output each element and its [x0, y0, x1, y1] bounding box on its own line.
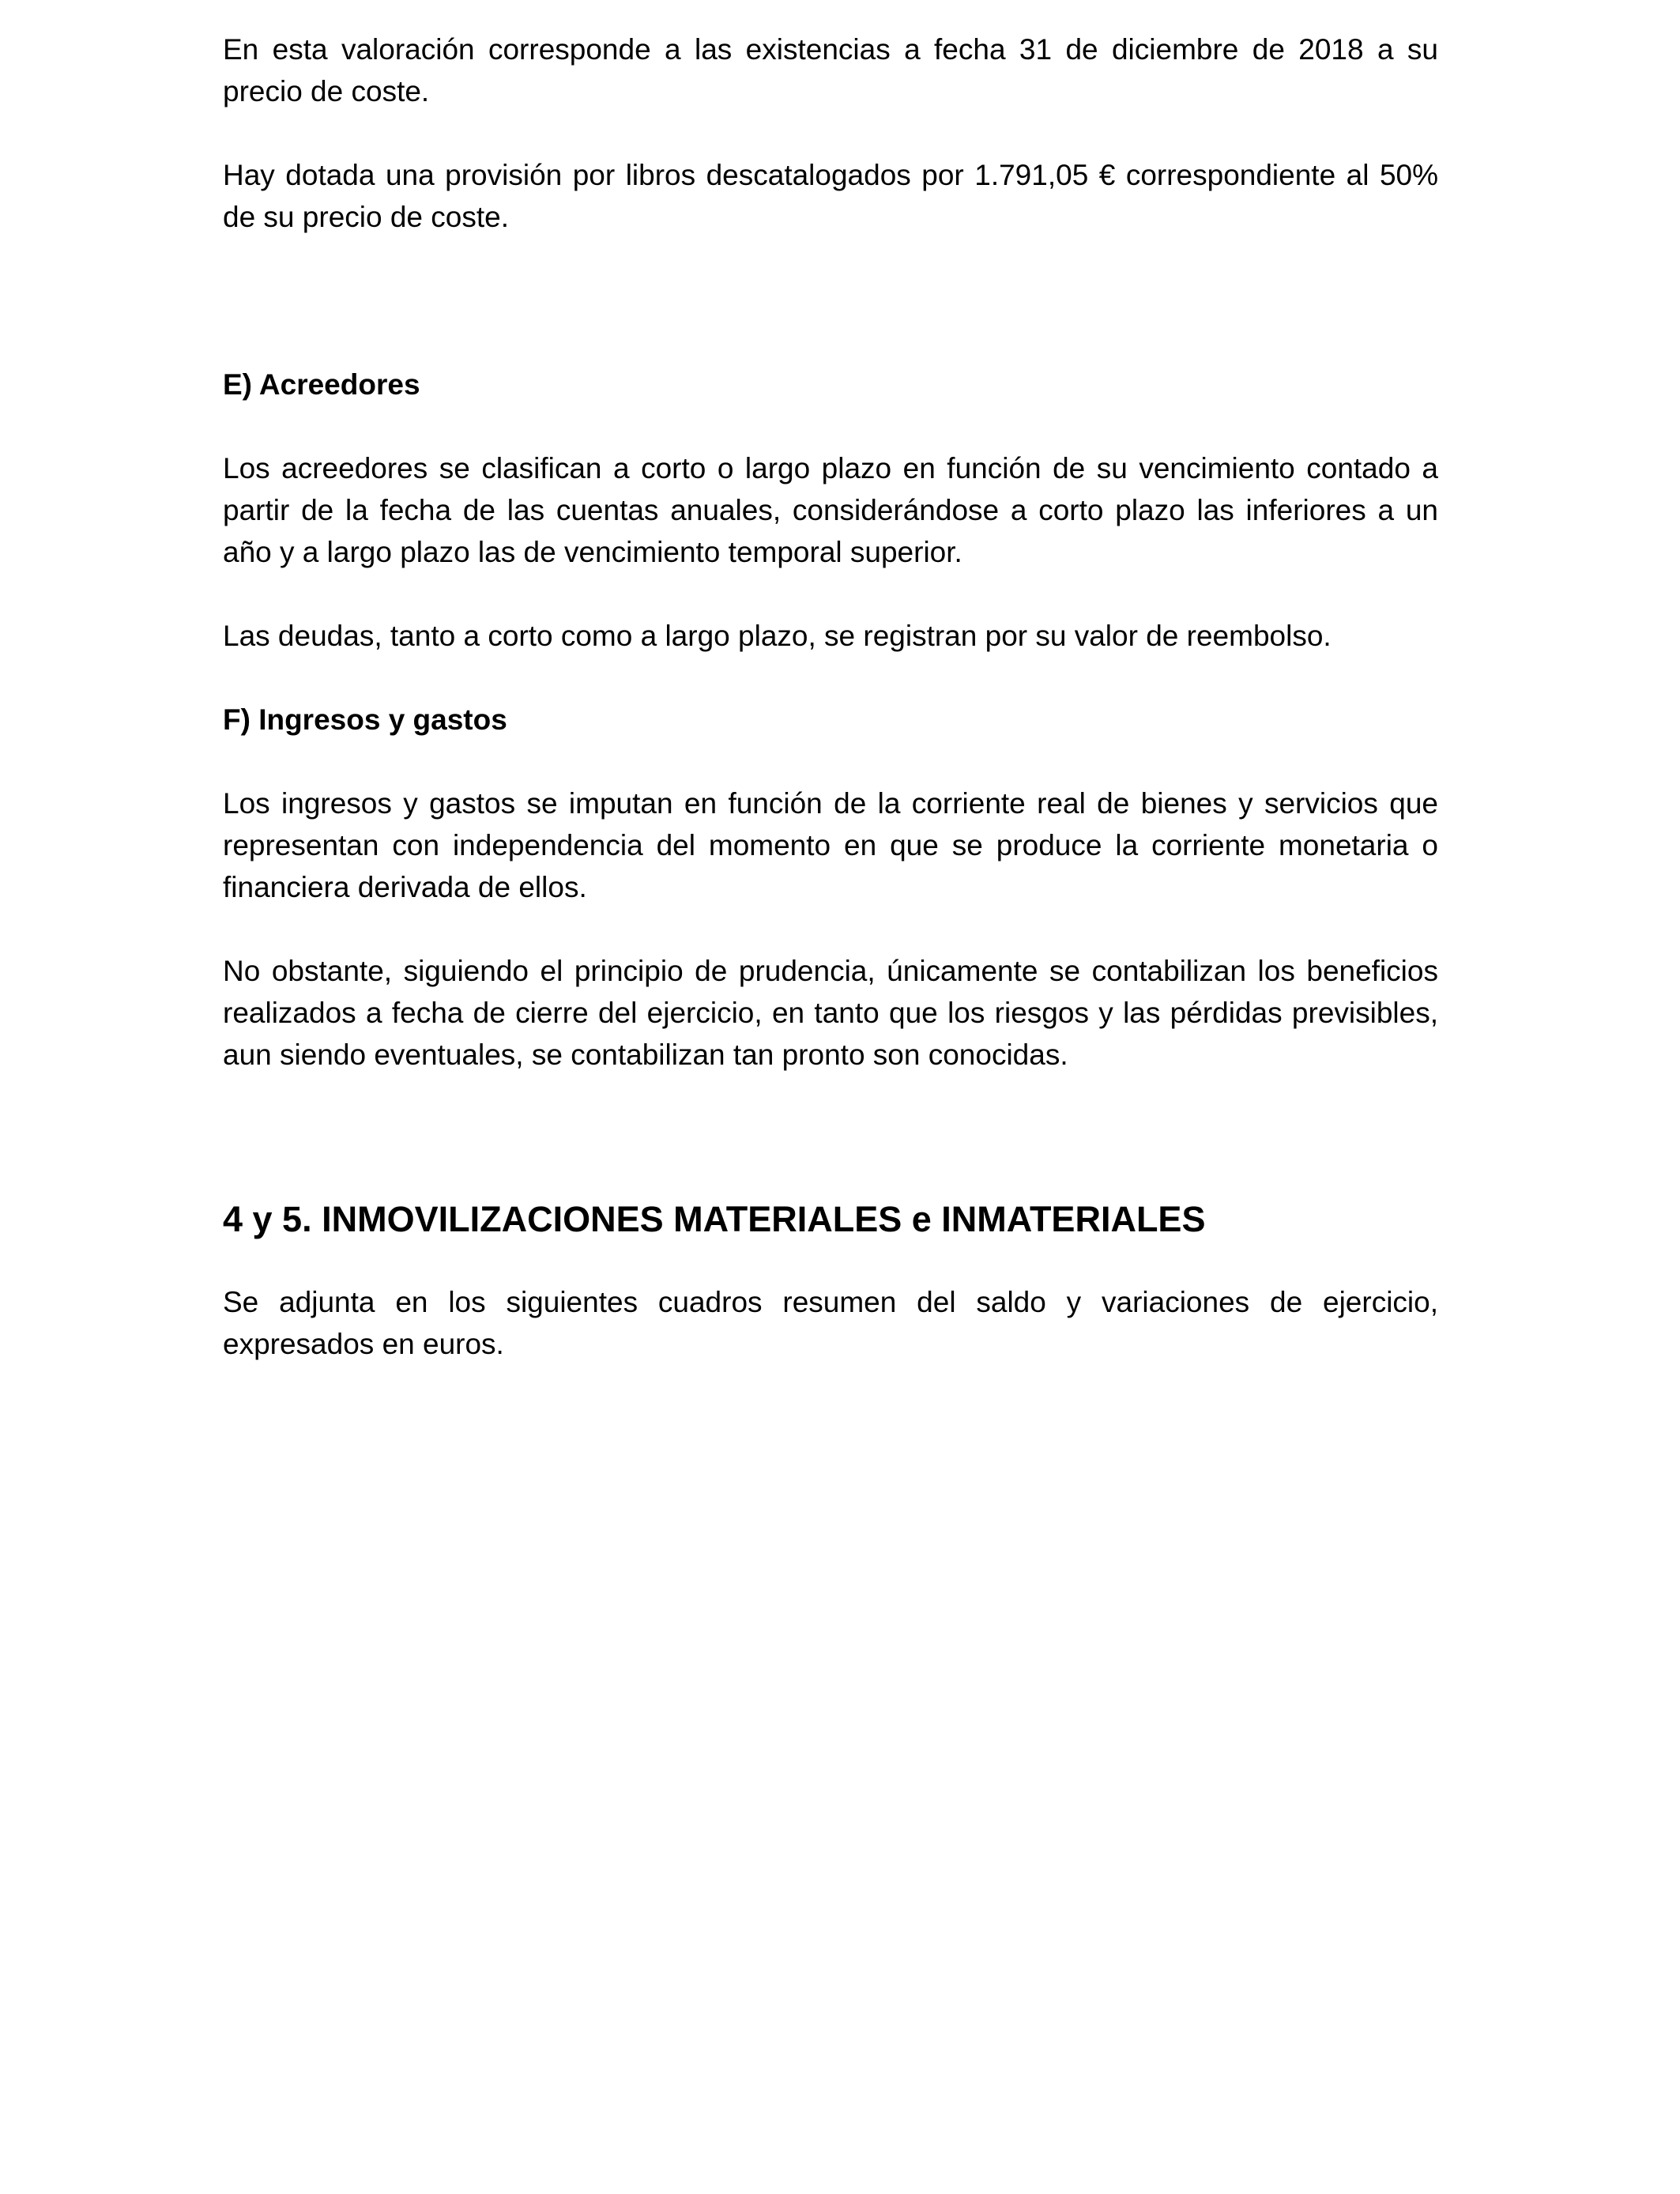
paragraph-section-intro: Se adjunta en los siguientes cuadros resumen del saldo y variaciones de ejercicio, expresados en euros. — [223, 1286, 1438, 1360]
paragraph-acreedores-1: Los acreedores se clasifican a corto o largo plazo en función de su vencimiento contado a partir de la fecha de las cuentas anuales, considerándose a corto plazo las inferiores a un año y a largo plazo las de vencimiento temporal superior. — [223, 452, 1438, 568]
heading-ingresos-gastos: F) Ingresos y gastos — [223, 703, 507, 736]
paragraph-acreedores-2: Las deudas, tanto a corto como a largo plazo, se registran por su valor de reembolso. — [223, 620, 1332, 652]
heading-acreedores: E) Acreedores — [223, 368, 420, 401]
paragraph-ingresos-1: Los ingresos y gastos se imputan en función de la corriente real de bienes y servicios que representan con independencia del momento en que se produce la corriente monetaria o financiera derivada de ellos. — [223, 787, 1438, 903]
document-page — [223, 28, 1438, 1365]
paragraph-existencias: En esta valoración corresponde a las existencias a fecha 31 de diciembre de 2018 a su precio de coste. — [223, 33, 1438, 107]
section-title: 4 y 5. INMOVILIZACIONES MATERIALES e INMATERIALES — [223, 1199, 1206, 1239]
paragraph-provision: Hay dotada una provisión por libros descatalogados por 1.791,05 € correspondiente al 50% de su precio de coste. — [223, 159, 1438, 233]
paragraph-ingresos-2: No obstante, siguiendo el principio de prudencia, únicamente se contabilizan los beneficios realizados a fecha de cierre del ejercicio, en tanto que los riesgos y las pérdidas previsibles, aun siendo eventuales, se contabilizan tan pronto son conocidas. — [223, 955, 1438, 1071]
